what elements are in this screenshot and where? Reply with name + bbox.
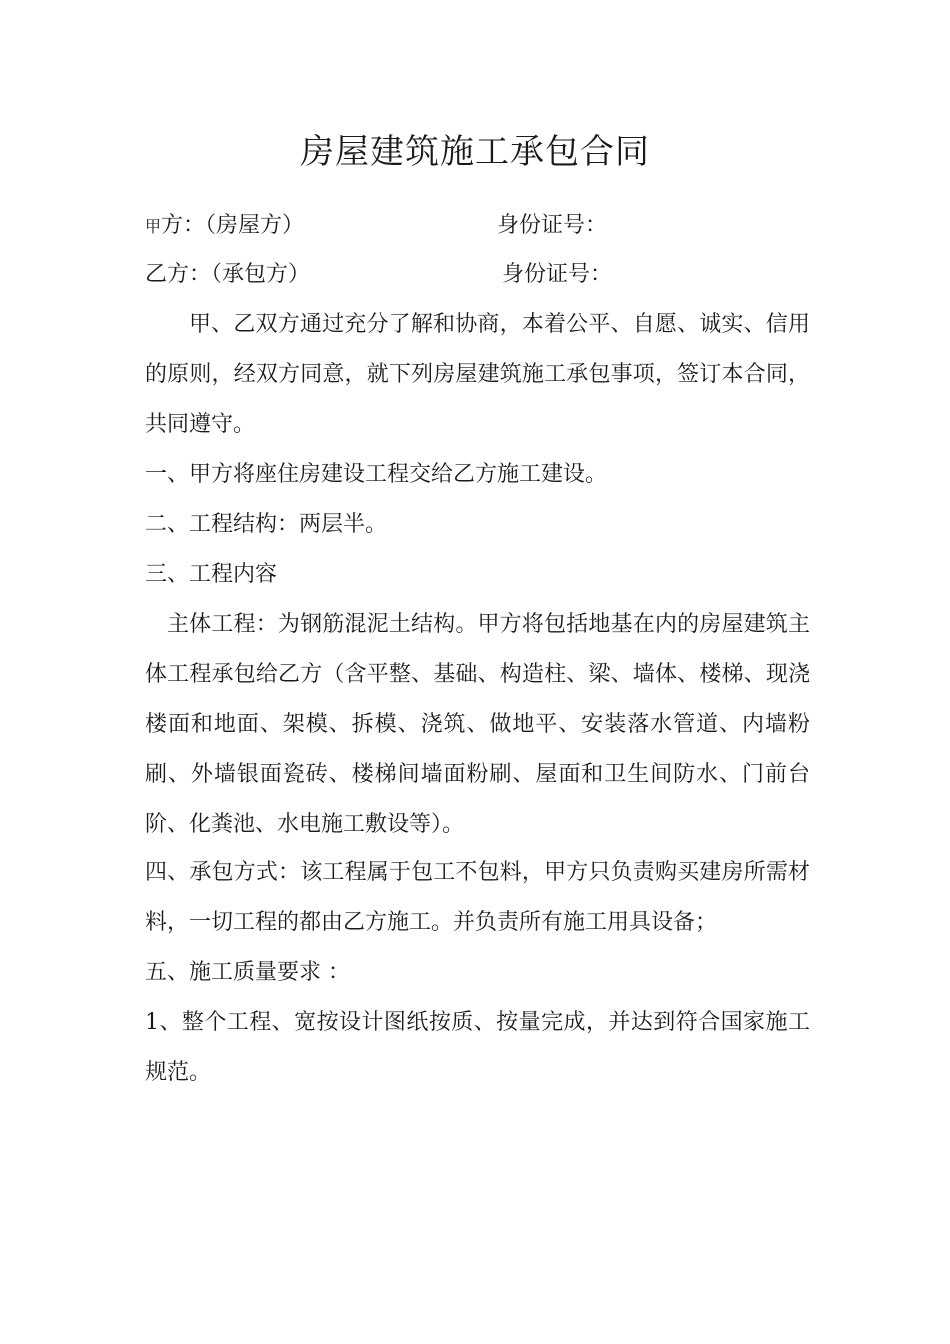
party-a-prefix: 甲 [145, 217, 162, 236]
clause-2: 二、工程结构：两层半。 [145, 512, 388, 537]
party-a-row [145, 201, 810, 252]
clause-4: 四、承包方式：该工程属于包工不包料，甲方只负责购买建房所需材料，一切工程的都由乙方施工。并负责所有施工用具设备； [145, 860, 810, 935]
party-a-label: 方：（房屋方） [161, 213, 305, 238]
party-b-id-label: 身份证号： [502, 262, 613, 287]
clause-1: 一、甲方将座住房建设工程交给乙方施工建设。 [145, 462, 608, 487]
clause-5-heading: 五、施工质量要求 ： [145, 960, 350, 985]
clause-3-body: 主体工程：为钢筋混泥土结构。甲方将包括地基在内的房屋建筑主体工程承包给乙方（含平整、基础、构造柱、梁、墙体、楼梯、现浇楼面和地面、架模、拆模、浇筑、做地平、安装落水管道、内墙粉刷、外墙银面瓷砖、楼梯间墙面粉刷、屋面和卫生间防水、门前台阶、化粪池、水电施工敷设等）。 [145, 612, 810, 837]
party-b-row [145, 250, 810, 300]
party-a-id-label: 身份证号： [497, 213, 608, 238]
party-b-label: 乙方：（承包方） [145, 262, 311, 287]
clause-5-item-1: 1、整个工程、宽按设计图纸按质、按量完成，并达到符合国家施工规范。 [145, 1010, 810, 1085]
intro-paragraph: 甲、乙双方通过充分了解和协商，本着公平、自愿、诚实、信用的原则，经双方同意，就下列房屋建筑施工承包事项，签订本合同，共同遵守。 [145, 312, 810, 437]
clause-3-heading: 三、工程内容 [145, 562, 278, 587]
document-title: 房屋建筑施工承包合同 [300, 132, 650, 172]
